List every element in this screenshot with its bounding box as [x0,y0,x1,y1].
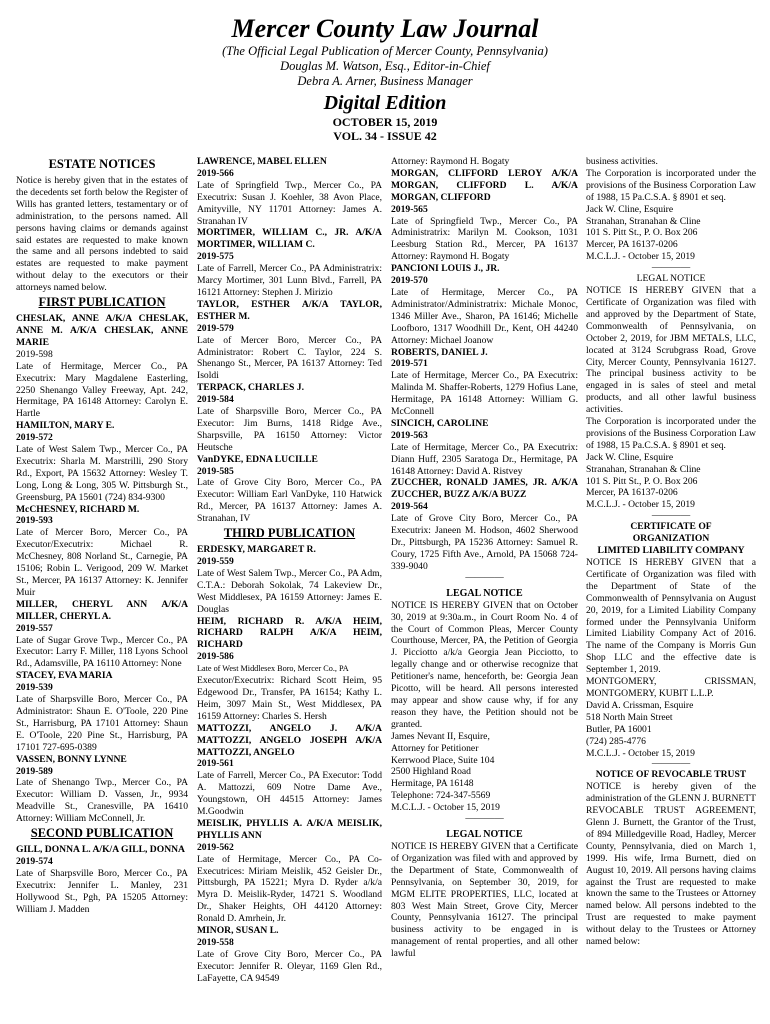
attorney-line: Attorney: Raymond H. Bogaty [391,156,510,167]
attorney-line: 101 S. Pitt St., P. O. Box 206 [586,227,698,239]
signature-line: James Nevant II, Esquire, [391,730,490,742]
estate-number: 2019-558 [197,937,234,948]
estate-name: CHESLAK, ANNE A/K/A CHESLAK, ANNE M. A/K/A CHESLAK, ANNE MARIE [16,313,188,348]
legal-notice-body: NOTICE IS HEREBY GIVEN that a Certificate of Organization was filed with and approved by the Department of State, Commonwealth of Pennsylvania, on September 30, 2019, for MGM ELITE PROPERTIES, LLC, located at 803 West Main Street, Grove City, Mercer County, Pennsylvania 16127. The principal business activity to be engaged in is management of rental properties, and all other lawful [391,841,578,960]
attorney-line: 101 S. Pitt St., P. O. Box 206 [586,475,698,487]
attorney-line: M.C.L.J. - October 15, 2019 [586,251,695,263]
estate-name: ERDESKY, MARGARET R. [197,544,316,556]
attorney-line: MONTGOMERY, CRISSMAN, MONTGOMERY, KUBIT L.L.P. [586,676,756,699]
trust-body: NOTICE is hereby given of the administration of the GLENN J. BURNETT REVOCABLE TRUST AGREEMENT, Glenn J. Burnett, the Grantor of the Trust, of 894 Milledgeville Road, Hadley, Mercer County, Pennsylvania, died on March 1, 1999. His wife, Irma Burnett, died on August 10, 2019. All persons having claims against the Trust are requested to make known the same to the Trustees or Attorney named below. All persons indebted to the Trust are requested to make payment without delay to the Trustees or Attorney named below: [586,781,756,948]
estate-number: 2019-539 [16,682,53,694]
estate-intro: Notice is hereby given that in the estates of the decedents set forth below the Register of Wills has granted letters, testamentary or of administration, to the persons named. All persons having claims or demands against said estates are requested to make known the same and all persons indebted to said estates are requested to make payment without delay to the executors or their attorneys named below. [16,175,188,294]
attorney-line: Mercer, PA 16137-0206 [586,487,678,499]
second-publication-heading: SECOND PUBLICATION [30,826,174,841]
attorney-line: Mercer, PA 16137-0206 [586,239,678,251]
manager-line: Debra A. Arner, Business Manager [297,74,473,88]
separator: ———— [465,571,504,583]
legal-notice-heading: LEGAL NOTICE [446,587,523,599]
third-publication-heading: THIRD PUBLICATION [223,526,356,541]
estate-notices-heading: ESTATE NOTICES [48,157,156,171]
signature-line: Attorney for Petitioner [391,742,479,754]
estate-number: 2019-589 [16,765,53,777]
estate-body: Late of Hermitage, Mercer Co., PA Co-Executrices: Miriam Meislik, 452 Geisler Dr., Pittsburgh, PA 15221; Myra D. Ryder a/k/a Myra D. Meislik-Ryder, 14721 S. Woodland Dr., Shaker Heights, OH 44120 Attorney: Ronald D. Amrhein, Jr. [197,853,382,925]
estate-body: Late of Hermitage, Mercer Co., PA Executrix: Diann Huff, 2305 Saratoga Dr., Hermitage, PA 16148 Attorney: David A. Ristvey [391,441,578,477]
issue-volume: VOL. 34 - ISSUE 42 [333,129,437,143]
estate-name: ROBERTS, DANIEL J. [391,346,488,358]
estate-number: 2019-575 [197,251,234,263]
estate-number: 2019-564 [391,501,428,513]
first-publication-heading: FIRST PUBLICATION [38,295,166,310]
estate-body: Late of Mercer Boro, Mercer Co., PA Administrator: Robert C. Taylor, 224 S. Shenango St., Mercer, PA 16137 Attorney: Ted Isoldi [197,334,382,382]
estate-name: PANCIONI LOUIS J., JR. [391,263,500,275]
legal-notice-heading: LEGAL NOTICE [636,273,706,285]
attorney-line: Jack W. Cline, Esquire [586,451,674,463]
estate-number: 2019-563 [391,429,428,441]
estate-body: Late of Hermitage, Mercer Co., PA Executrix: Malinda M. Shaffer-Roberts, 1279 Hofius Lane, Hermitage, PA 16148 Attorney: William G. McConnell [391,370,578,418]
estate-number: 2019-584 [197,394,234,406]
legal-notice-heading: LEGAL NOTICE [446,829,523,841]
estate-number: 2019-571 [391,358,428,370]
estate-name: MATTOZZI, ANGELO J. A/K/A MATTOZZI, ANGELO JOSEPH A/K/A MATTOZZI, ANGELO [197,722,382,758]
estate-body: Executor/Executrix: Richard Scott Heim, 95 Edgewood Dr., Transfer, PA 16154; Kathy L. Heim, 3097 Main St., West Middlesex, PA 16159 Attorney: Charles S. Hersh [197,675,382,722]
estate-number: 2019-579 [197,322,234,334]
estate-name: SINCICH, CAROLINE [391,417,489,429]
estate-name: VASSEN, BONNY LYNNE [16,753,127,765]
estate-body: Late of Grove City Boro, Mercer Co., PA Executrix: Janeen M. Hodson, 4602 Sherwood Dr., Pittsburgh, PA 15236 Attorney: Samuel R. Coury, 1725 Fifth Ave., Arnold, PA 15068 724-339-9040 [391,513,578,572]
estate-body: Late of Hermitage, Mercer Co., PA Administrator/Administratrix: Michale Monoc, 1346 Miller Ave., Sharon, PA 16146; Michelle Loofboro, 1317 Woodhill Dr., Kent, OH 44240 Attorney: Michael Joanow [391,286,578,346]
estate-number: 2019-557 [16,622,53,634]
trust-heading: NOTICE OF REVOCABLE TRUST [595,769,747,781]
masthead [0,14,770,143]
estate-body: Late of Grove City Boro, Mercer Co., PA Executor: Jennifer R. Oleyar, 1169 Glen Rd., LaFayette, CA 94549 [197,948,382,984]
estate-number: 2019-585 [197,465,234,477]
estate-body: Late of Grove City Boro, Mercer Co., PA Executor: William Earl VanDyke, 110 Hatwick Rd., Mercer, PA 16137 Attorney: James A. Stranahan, IV [197,477,382,525]
estate-number: 2019-598 [16,348,53,360]
attorney-line: M.C.L.J. - October 15, 2019 [586,747,695,759]
estate-name: McCHESNEY, RICHARD M. [16,503,140,515]
certificate-heading: LIMITED LIABILITY COMPANY [597,545,745,557]
estate-residence: Late of West Middlesex Boro, Mercer Co., PA [197,664,349,674]
signature-line: Kerrwood Place, Suite 104 [391,754,495,766]
estate-number: 2019-566 [197,167,234,179]
attorney-line: M.C.L.J. - October 15, 2019 [586,499,695,511]
estate-name: TAYLOR, ESTHER A/K/A TAYLOR, ESTHER M. [197,298,382,322]
estate-body: Late of West Salem Twp., Mercer Co., PA Adm, C.T.A.: Deborah Sokolak, 74 Lakeview Dr., West Middlesex, PA 16159 Attorney: James E. Douglas [197,567,382,615]
estate-number: 2019-593 [16,515,53,527]
estate-body: Late of Sharpsville Boro, Mercer Co., PA Executor: Jim Burns, 1418 Ridge Ave., Sharpsville, PA 16150 Attorney: Victor Heutsche [197,406,382,453]
estate-body: Late of Farrell, Mercer Co., PA Executor: Todd A. Mattozzi, 609 Notre Dame Ave., Youngstown, OH 44515 Attorney: James M.Goodwin [197,770,382,818]
estate-name: TERPACK, CHARLES J. [197,382,304,394]
estate-body: Late of Mercer Boro, Mercer Co., PA Executor/Executrix: Michael R. McChesney, 808 Norland St., Carnegie, PA 15106; Robin L. Verigood, 209 W. Market St., Mercer, PA 16137 Attorney: K. Jennifer Muir [16,527,188,598]
estate-name: HAMILTON, MARY E. [16,420,115,432]
estate-body: Late of Farrell, Mercer Co., PA Administratrix: Marcy Mortimer, 301 Lunn Blvd., Farrell, PA 16121 Attorney: Stephen J. Mirizio [197,263,382,298]
issue-date: OCTOBER 15, 2019 [332,115,438,129]
continued-text: business activities. [586,156,658,167]
estate-number: 2019-574 [16,855,53,867]
estate-number: 2019-559 [197,556,234,567]
column-1 [16,156,188,1016]
attorney-line: Butler, PA 16001 [586,723,652,735]
estate-number: 2019-586 [197,651,234,663]
attorney-line: Jack W. Cline, Esquire [586,203,674,215]
estate-number: 2019-562 [197,841,234,853]
column-4 [586,156,756,1016]
estate-name: ZUCCHER, RONALD JAMES, JR. A/K/A ZUCCHER, BUZZ A/K/A BUZZ [391,477,578,501]
legal-notice-body: NOTICE IS HEREBY GIVEN that on October 30, 2019 at 9:30a.m., in Court Room No. 4 of the Court of Common Pleas, Mercer County Courthouse, Mercer, PA, the Petition of Georgia J. Picciotto a/k/a Georgia Jean Picciotto, to legally change and or otherwise recognize that Petitioner's name, henceforth, be: Georgia Jean Picotto, will be heard. All persons interested may appear and show cause why, if for any reason they have, the Petition should not be granted. [391,599,578,730]
signature-line: Hermitage, PA 16148 [391,778,474,790]
estate-number: 2019-565 [391,203,428,215]
estate-name: LAWRENCE, MABEL ELLEN [197,156,327,167]
separator: ———— [651,758,691,770]
separator: ———— [651,510,691,522]
signature-line: M.C.L.J. - October 15, 2019 [391,802,500,814]
estate-number: 2019-572 [16,432,53,444]
estate-name: MORTIMER, WILLIAM C., JR. A/K/A MORTIMER, WILLIAM C. [197,227,382,251]
journal-title: Mercer County Law Journal [231,14,539,43]
estate-name: HEIM, RICHARD R. A/K/A HEIM, RICHARD RALPH A/K/A HEIM, RICHARD [197,615,382,651]
estate-body: Late of Shenango Twp., Mercer Co., PA Executor: William D. Vassen, Jr., 9934 Meadville St., Cranesville, PA 16410 Attorney: William McConnell, Jr. [16,777,188,825]
column-2 [197,156,382,1016]
estate-body: Late of Hermitage, Mercer Co., PA Executrix: Mary Magdalene Easterling, 2250 Shenango Valley Freeway, Apt. 242, Hermitage, PA 16148 Attorney: Carolyn E. Hartle [16,360,188,420]
estate-name: GILL, DONNA L. A/K/A GILL, DONNA [16,844,185,856]
estate-body: Late of Sugar Grove Twp., Mercer Co., PA Executor: Larry F. Miller, 118 Lyons School Rd., Adamsville, PA 16110 Attorney: None [16,634,188,670]
estate-name: MINOR, SUSAN L. [197,925,279,937]
corporation-clause: The Corporation is incorporated under the provisions of the Business Corporation Law of 1988, 15 Pa.C.S.A. § 8901 et seq. [586,167,756,203]
estate-name: MILLER, CHERYL ANN A/K/A MILLER, CHERYL A. [16,598,188,622]
estate-body: Late of Sharpsville Boro, Mercer Co., PA Executrix: Jennifer L. Manley, 231 Hollywood St., Pgh, PA 15205 Attorney: William J. Madden [16,867,188,915]
estate-name: STACEY, EVA MARIA [16,670,113,682]
estate-name: MORGAN, CLIFFORD LEROY A/K/A MORGAN, CLIFFORD L. A/K/A MORGAN, CLIFFORD [391,167,578,203]
certificate-heading: CERTIFICATE OF [630,521,712,533]
journal-subtitle: (The Official Legal Publication of Mercer County, Pennsylvania) [222,44,548,58]
estate-body: Late of Sharpsville Boro, Mercer Co., PA Administrator: Shaun E. O'Toole, 220 Pine St., Harrisburg, PA 17101 Attorney: Shaun E. O'Toole, 220 Pine St., Harrisburg, PA 17101 727-695-0389 [16,694,188,753]
certificate-heading: ORGANIZATION [632,533,710,545]
corporation-clause: The Corporation is incorporated under the provisions of the Business Corporation Law of 1988, 15 Pa.C.S.A. § 8901 et seq. [586,416,756,451]
signature-line: Telephone: 724-347-5569 [391,790,491,802]
separator: ———— [465,813,504,825]
estate-name: VanDYKE, EDNA LUCILLE [197,453,318,465]
estate-body: Late of Springfield Twp., Mercer Co., PA Executrix: Susan J. Koehler, 38 Avon Place, Amityville, NY 11701 Attorney: James A. Stranahan IV [197,179,382,227]
estate-body: Late of Springfield Twp., Mercer Co., PA Administratrix: Marilyn M. Cookson, 1031 Leesburg Station Rd., Mercer, PA 16137 Attorney: Raymond H. Bogaty [391,215,578,263]
signature-line: 2500 Highland Road [391,766,471,778]
estate-number: 2019-561 [197,758,234,770]
certificate-body: NOTICE IS HEREBY GIVEN that a Certificate of Organization was filed with the Department of State of the Commonwealth of Pennsylvania on August 20, 2019, for a Limited Liability Company formed under the Pennsylvania Uniform Limited Liability Company Act of 2016. The name of the Company is Morris Gun Shop LLC and the effective date is September 1, 2019. [586,557,756,676]
attorney-line: Stranahan, Stranahan & Cline [586,463,701,475]
estate-number: 2019-570 [391,275,428,287]
edition-label: Digital Edition [323,92,447,114]
separator: ———— [651,262,691,274]
estate-name: MEISLIK, PHYLLIS A. A/K/A MEISLIK, PHYLLIS ANN [197,817,382,841]
legal-notice-body: NOTICE IS HEREBY GIVEN that a Certificate of Organization was filed with and approved by the Department of State, Commonwealth of Pennsylvania, on October 2, 2019, for JBM METALS, LLC, located at 3124 Scrubgrass Road, Grove City, Mercer County, Pennsylvania 16127. The principal business activity to be engaged in is sales of steel and metal products, and all other lawful business activities. [586,285,756,416]
attorney-line: Stranahan, Stranahan & Cline [586,215,701,227]
estate-body: Late of West Salem Twp., Mercer Co., PA Executrix: Sharla M. Marstrilli, 290 Story Rd., Export, PA 15632 Attorney: Wesley T. Long, Long & Long, 305 W. Pittsburgh St., Greensburg, PA 15601 (724) 834-9300 [16,444,188,503]
attorney-line: 518 North Main Street [586,711,673,723]
column-3 [391,156,578,1016]
editor-line: Douglas M. Watson, Esq., Editor-in-Chief [280,59,490,73]
attorney-line: David A. Crissman, Esquire [586,699,694,711]
attorney-line: (724) 285-4776 [586,735,646,747]
